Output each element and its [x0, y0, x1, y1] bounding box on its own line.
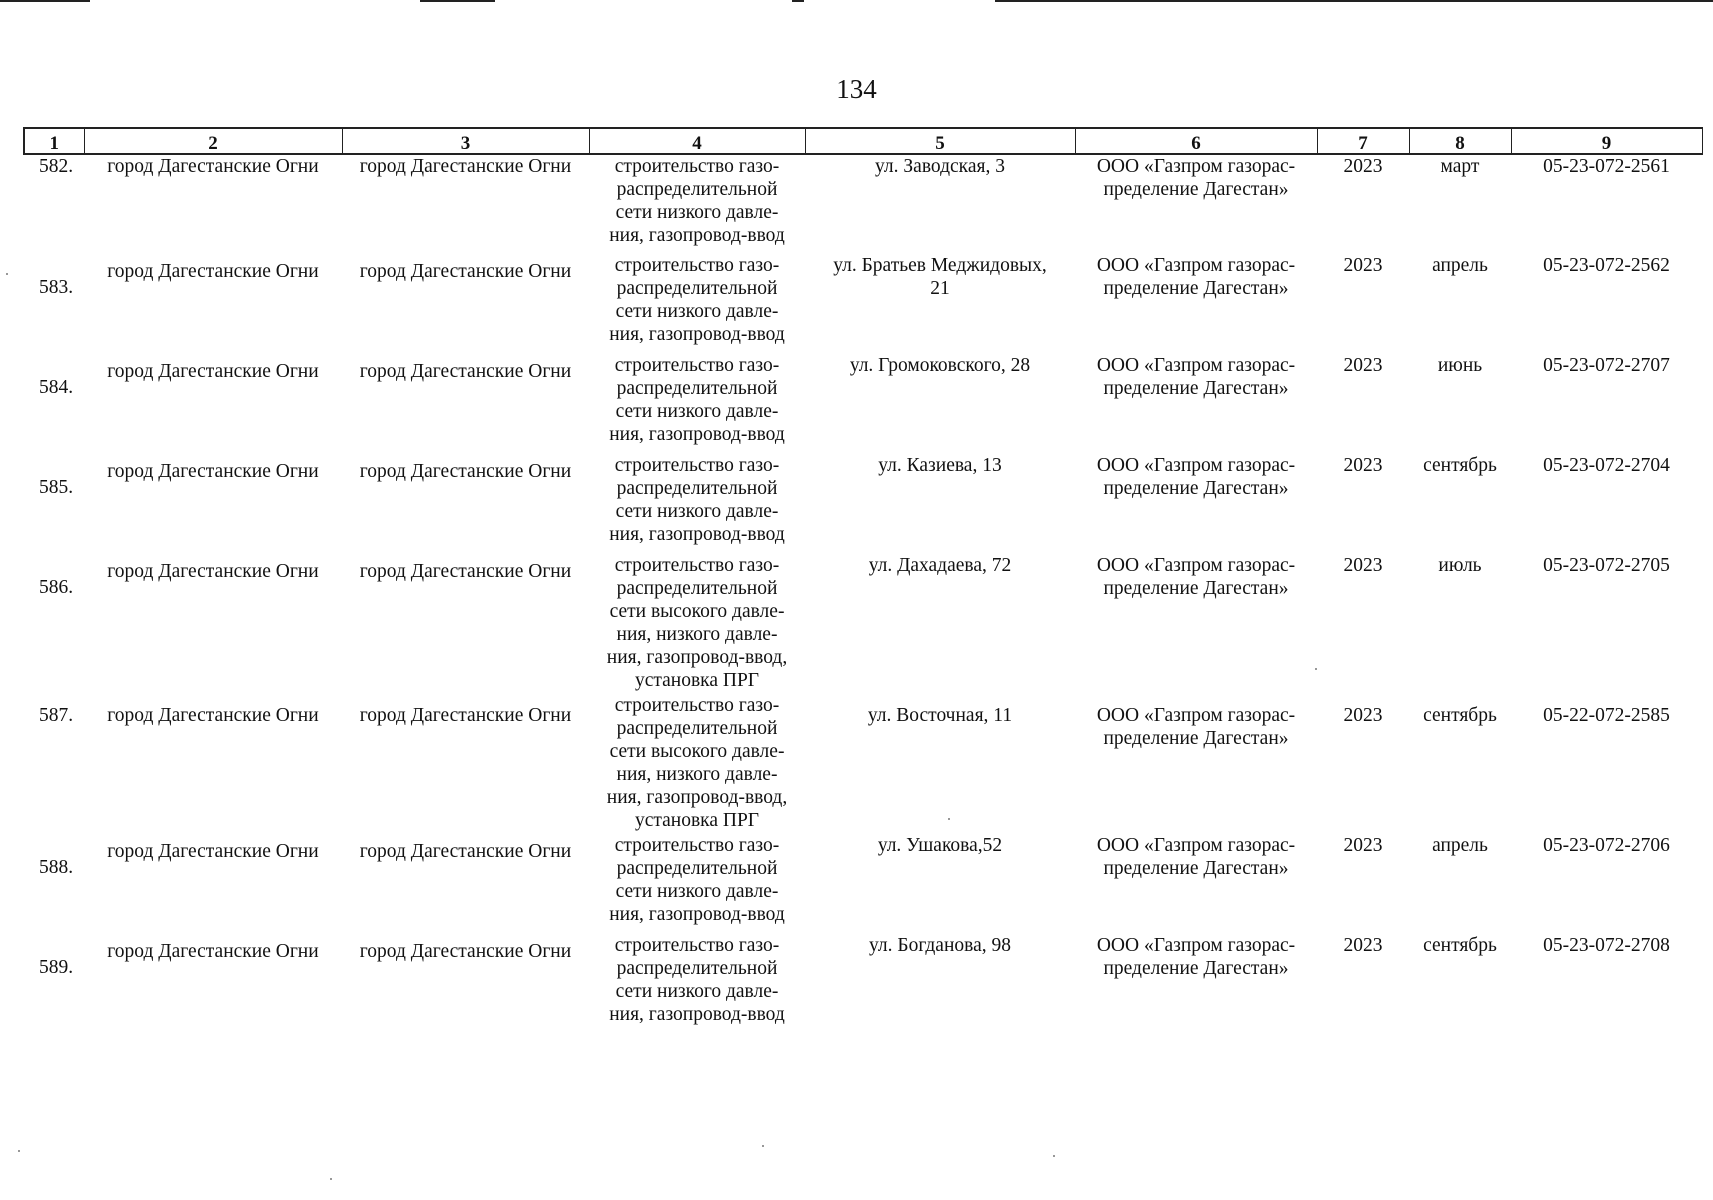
organization-cell: [1075, 934, 1317, 1034]
work-line: сети высокого давле-: [609, 741, 785, 762]
code-cell: 05-23-072-2706: [1543, 835, 1670, 856]
header-col-7: 7: [1317, 128, 1409, 154]
settlement-cell: город Дагестанские Огни: [359, 841, 572, 862]
month-cell: апрель: [1432, 835, 1488, 856]
settlement-cell: город Дагестанские Огни: [359, 156, 572, 177]
work-description-cell: [589, 354, 805, 454]
work-line: распределительной: [616, 578, 778, 599]
org-line: пределение Дагестан»: [1103, 578, 1289, 599]
top-rule-tick: [792, 0, 804, 2]
header-col-2: 2: [84, 128, 342, 154]
month-cell: март: [1440, 156, 1480, 177]
month-cell: сентябрь: [1423, 705, 1497, 726]
work-line: ния, газопровод-ввод,: [606, 647, 788, 668]
address-cell: [805, 354, 1075, 454]
work-line: сети низкого давле-: [615, 881, 779, 902]
work-line: ния, газопровод-ввод: [609, 524, 785, 545]
address-line: ул. Заводская, 3: [875, 156, 1005, 177]
address-line: ул. Братьев Меджидовых,: [833, 255, 1047, 276]
top-rule-right: [995, 0, 1713, 2]
scan-speck: [1053, 1155, 1055, 1157]
address-cell: [805, 254, 1075, 354]
organization-cell: [1075, 154, 1317, 254]
row-number: 584.: [38, 377, 74, 398]
year-cell: 2023: [1343, 455, 1383, 476]
work-line: сети низкого давле-: [615, 202, 779, 223]
work-description-cell: [589, 934, 805, 1034]
scan-speck: [762, 1145, 764, 1147]
top-rule-left: [0, 0, 90, 2]
code-cell: 05-23-072-2708: [1543, 935, 1670, 956]
header-col-3: 3: [342, 128, 589, 154]
year-cell: 2023: [1343, 555, 1383, 576]
organization-cell: [1075, 454, 1317, 554]
scan-speck: [18, 1150, 20, 1152]
org-line: ООО «Газпром газорас-: [1096, 705, 1296, 726]
table-row: [24, 834, 1702, 934]
work-description-cell: [589, 154, 805, 254]
work-line: ния, газопровод-ввод: [609, 324, 785, 345]
work-line: сети высокого давле-: [609, 601, 785, 622]
table-body: [24, 154, 1702, 1034]
work-line: строительство газо-: [614, 835, 780, 856]
work-description-cell: [589, 254, 805, 354]
settlement-cell: город Дагестанские Огни: [359, 461, 572, 482]
code-cell: 05-23-072-2704: [1543, 455, 1670, 476]
year-cell: 2023: [1343, 255, 1383, 276]
header-col-5: 5: [805, 128, 1075, 154]
address-cell: [805, 694, 1075, 834]
row-number: 582.: [38, 156, 74, 177]
page-number: 134: [836, 74, 877, 104]
municipality-cell: город Дагестанские Огни: [107, 156, 319, 177]
municipality-cell: город Дагестанские Огни: [107, 705, 319, 726]
table-row: [24, 694, 1702, 834]
work-line: ния, газопровод-ввод: [609, 225, 785, 246]
address-line: ул. Ушакова,52: [877, 835, 1003, 856]
year-cell: 2023: [1343, 935, 1383, 956]
year-cell: 2023: [1343, 705, 1383, 726]
header-col-8: 8: [1409, 128, 1511, 154]
work-line: сети низкого давле-: [615, 981, 779, 1002]
work-line: ния, газопровод-ввод: [609, 424, 785, 445]
work-line: ния, низкого давле-: [616, 764, 778, 785]
table-row: [24, 254, 1702, 354]
code-cell: 05-23-072-2707: [1543, 355, 1670, 376]
header-col-6: 6: [1075, 128, 1317, 154]
org-line: ООО «Газпром газорас-: [1096, 255, 1296, 276]
table-row: [24, 354, 1702, 454]
settlement-cell: город Дагестанские Огни: [359, 361, 572, 382]
municipality-cell: город Дагестанские Огни: [107, 361, 319, 382]
row-number: 589.: [38, 957, 74, 978]
scan-speck: [1315, 668, 1317, 670]
month-cell: июнь: [1437, 355, 1483, 376]
municipality-cell: город Дагестанские Огни: [107, 261, 319, 282]
month-cell: апрель: [1432, 255, 1488, 276]
address-line: 21: [930, 278, 950, 299]
scan-speck: [330, 1178, 332, 1180]
address-line: ул. Казиева, 13: [878, 455, 1002, 476]
work-line: ния, газопровод-ввод: [609, 1004, 785, 1025]
row-number: 588.: [38, 857, 74, 878]
code-cell: 05-23-072-2562: [1543, 255, 1670, 276]
table-row: [24, 154, 1702, 254]
org-line: пределение Дагестан»: [1103, 858, 1289, 879]
org-line: пределение Дагестан»: [1103, 478, 1289, 499]
work-line: сети низкого давле-: [615, 301, 779, 322]
work-line: распределительной: [616, 858, 778, 879]
settlement-cell: город Дагестанские Огни: [359, 261, 572, 282]
row-number: 585.: [38, 477, 74, 498]
table-row: [24, 554, 1702, 694]
work-line: распределительной: [616, 958, 778, 979]
work-description-cell: [589, 694, 805, 834]
work-line: строительство газо-: [614, 455, 780, 476]
address-line: ул. Громоковского, 28: [849, 355, 1031, 376]
address-cell: [805, 554, 1075, 694]
work-line: установка ПРГ: [634, 810, 760, 831]
organization-cell: [1075, 254, 1317, 354]
work-line: строительство газо-: [614, 355, 780, 376]
settlement-cell: город Дагестанские Огни: [359, 705, 572, 726]
year-cell: 2023: [1343, 835, 1383, 856]
works-table: [23, 127, 1703, 1034]
org-line: ООО «Газпром газорас-: [1096, 835, 1296, 856]
work-line: ния, низкого давле-: [616, 624, 778, 645]
header-row: [24, 128, 1702, 154]
address-line: ул. Восточная, 11: [867, 705, 1013, 726]
work-line: распределительной: [616, 378, 778, 399]
address-cell: [805, 454, 1075, 554]
org-line: пределение Дагестан»: [1103, 179, 1289, 200]
org-line: ООО «Газпром газорас-: [1096, 156, 1296, 177]
address-cell: [805, 154, 1075, 254]
table-row: [24, 454, 1702, 554]
scan-speck: [6, 273, 8, 275]
work-line: строительство газо-: [614, 156, 780, 177]
work-line: установка ПРГ: [634, 670, 760, 691]
settlement-cell: город Дагестанские Огни: [359, 941, 572, 962]
work-description-cell: [589, 834, 805, 934]
municipality-cell: город Дагестанские Огни: [107, 841, 319, 862]
work-line: строительство газо-: [614, 695, 780, 716]
org-line: ООО «Газпром газорас-: [1096, 455, 1296, 476]
org-line: пределение Дагестан»: [1103, 278, 1289, 299]
month-cell: сентябрь: [1423, 935, 1497, 956]
year-cell: 2023: [1343, 355, 1383, 376]
address-cell: [805, 834, 1075, 934]
row-number: 587.: [38, 705, 74, 726]
table-row: [24, 934, 1702, 1034]
top-rule-mid: [420, 0, 495, 2]
year-cell: 2023: [1343, 156, 1383, 177]
org-line: ООО «Газпром газорас-: [1096, 355, 1296, 376]
work-line: распределительной: [616, 478, 778, 499]
work-line: строительство газо-: [614, 935, 780, 956]
municipality-cell: город Дагестанские Огни: [107, 941, 319, 962]
work-description-cell: [589, 454, 805, 554]
code-cell: 05-23-072-2561: [1543, 156, 1670, 177]
work-line: распределительной: [616, 179, 778, 200]
organization-cell: [1075, 554, 1317, 694]
work-line: ния, газопровод-ввод,: [606, 787, 788, 808]
work-line: строительство газо-: [614, 555, 780, 576]
municipality-cell: город Дагестанские Огни: [107, 461, 319, 482]
work-line: ния, газопровод-ввод: [609, 904, 785, 925]
work-line: сети низкого давле-: [615, 501, 779, 522]
month-cell: сентябрь: [1423, 455, 1497, 476]
organization-cell: [1075, 834, 1317, 934]
org-line: пределение Дагестан»: [1103, 378, 1289, 399]
org-line: пределение Дагестан»: [1103, 958, 1289, 979]
code-cell: 05-23-072-2705: [1543, 555, 1670, 576]
header-col-1: 1: [24, 128, 84, 154]
header-col-4: 4: [589, 128, 805, 154]
month-cell: июль: [1438, 555, 1482, 576]
work-description-cell: [589, 554, 805, 694]
work-line: распределительной: [616, 278, 778, 299]
row-number: 586.: [38, 577, 74, 598]
work-line: сети низкого давле-: [615, 401, 779, 422]
municipality-cell: город Дагестанские Огни: [107, 561, 319, 582]
work-line: распределительной: [616, 718, 778, 739]
org-line: ООО «Газпром газорас-: [1096, 935, 1296, 956]
address-line: ул. Дахадаева, 72: [868, 555, 1012, 576]
address-cell: [805, 934, 1075, 1034]
work-line: строительство газо-: [614, 255, 780, 276]
scan-speck: [948, 818, 950, 820]
address-line: ул. Богданова, 98: [869, 935, 1011, 956]
organization-cell: [1075, 694, 1317, 834]
header-col-9: 9: [1511, 128, 1702, 154]
org-line: пределение Дагестан»: [1103, 728, 1289, 749]
row-number: 583.: [38, 277, 74, 298]
organization-cell: [1075, 354, 1317, 454]
org-line: ООО «Газпром газорас-: [1096, 555, 1296, 576]
document-table: [23, 127, 1701, 1034]
settlement-cell: город Дагестанские Огни: [359, 561, 572, 582]
code-cell: 05-22-072-2585: [1543, 705, 1670, 726]
